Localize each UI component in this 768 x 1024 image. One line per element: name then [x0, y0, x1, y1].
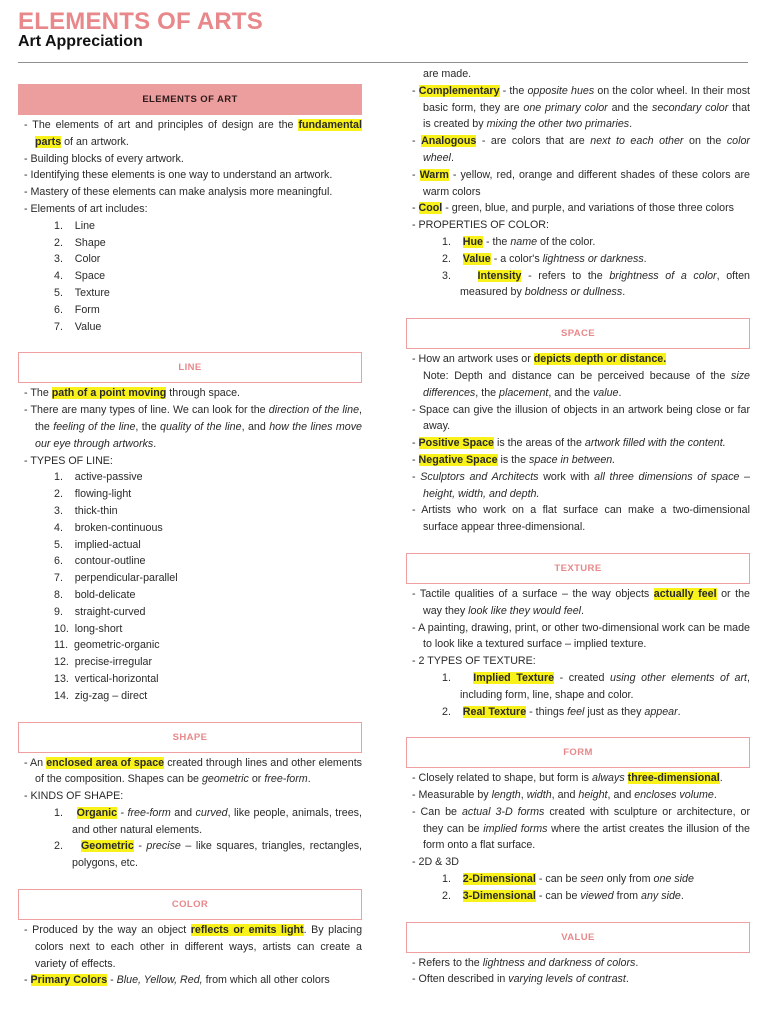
bullet: - Mastery of these elements can make analysis more meaningful.: [24, 186, 333, 199]
bullet: - There are many types of line. We can look for the direction of the line, the feeling of the line, the quality of the line, and how the lines move our eye through artworks.: [24, 404, 363, 450]
texture-types-list: [406, 670, 750, 720]
list-item: 14. zig-zag – direct: [54, 689, 148, 702]
list-item: 2. Geometric - precise – like squares, triangles, rectangles, polygons, etc.: [54, 840, 363, 870]
bullet: - Primary Colors - Blue, Yellow, Red, from which all other colors: [24, 974, 330, 987]
list-item: 3. thick-thin: [54, 504, 118, 517]
bullet: - The elements of art and principles of design are the fundamental parts of an artwork.: [24, 119, 362, 148]
bullet: - Measurable by length, width, and height, and encloses volume.: [412, 789, 717, 802]
section-heading-space: SPACE: [406, 318, 750, 349]
list-item: 4. Space: [54, 270, 106, 283]
bullet: - KINDS OF SHAPE:: [24, 790, 124, 803]
bullet: - Often described in varying levels of contrast.: [412, 973, 629, 986]
bullet: - 2 TYPES OF TEXTURE:: [412, 655, 536, 668]
list-item: 4. broken-continuous: [54, 521, 163, 534]
list-item: 2. 3-Dimensional - can be viewed from any side.: [442, 889, 684, 902]
bullet: - Closely related to shape, but form is always three-dimensional.: [412, 772, 723, 785]
document-subtitle: Art Appreciation: [18, 33, 143, 50]
list-item: 1. 2-Dimensional - can be seen only from one side: [442, 873, 694, 886]
list-item: 2. Shape: [54, 236, 106, 249]
bullet: - Can be actual 3-D forms created with sculpture or architecture, or they can be implied forms where the artist creates the illusion of the form onto a flat surface.: [412, 805, 751, 852]
section-heading-form: FORM: [406, 737, 750, 768]
section-heading-shape: SHAPE: [18, 722, 362, 753]
bullet: - Produced by the way an object reflects or emits light. By placing colors next to each other in different ways, artists can create a variety of effects.: [24, 924, 363, 970]
list-item: 1. Implied Texture - created using other elements of art, including form, line, shape and color.: [442, 671, 750, 701]
bullet: - Artists who work on a flat surface can make a two-dimensional surface appear three-dimensional.: [412, 504, 750, 534]
list-item: 3. Intensity - refers to the brightness of a color, often measured by boldness or dullness.: [442, 269, 750, 299]
section-heading-texture: TEXTURE: [406, 553, 750, 584]
list-item: 2. Real Texture - things feel just as they appear.: [442, 705, 681, 718]
list-item: 11. geometric-organic: [54, 639, 160, 652]
list-item: 12. precise-irregular: [54, 656, 153, 669]
right-column: [406, 66, 750, 988]
list-item: 5. implied-actual: [54, 538, 141, 551]
bullet: - The path of a point moving through space.: [24, 387, 241, 400]
list-item: 2. flowing-light: [54, 488, 132, 501]
list-item: 5. Texture: [54, 286, 110, 299]
list-item: 6. Form: [54, 303, 100, 316]
list-item: 6. contour-outline: [54, 555, 146, 568]
list-item: 13. vertical-horizontal: [54, 672, 159, 685]
bullet: - Positive Space is the areas of the artwork filled with the content.: [412, 437, 726, 450]
list-item: 3. Color: [54, 253, 101, 266]
bullet: - Elements of art includes:: [24, 202, 148, 215]
shape-kinds-list: [18, 805, 362, 872]
list-item: 1. active-passive: [54, 471, 143, 484]
bullet: - Analogous - are colors that are next to each other on the color wheel.: [412, 135, 750, 164]
list-item: 1. Organic - free-form and curved, like people, animals, trees, and other natural elements.: [54, 806, 362, 836]
bullet: - TYPES OF LINE:: [24, 454, 113, 467]
bullet: - A painting, drawing, print, or other two-dimensional work can be made to look like a textured surface – implied texture.: [412, 621, 750, 651]
bullet: - Negative Space is the space in between.: [412, 453, 616, 466]
bullet: - Warm - yellow, red, orange and different shades of these colors are warm colors: [412, 168, 751, 198]
bullet: - Tactile qualities of a surface – the way objects actually feel or the way they look like they would feel.: [412, 587, 750, 617]
bullet: - Sculptors and Architects work with all three dimensions of space – height, width, and depth.: [412, 470, 751, 500]
bullet: - An enclosed area of space created through lines and other elements of the composition. Shapes can be geometric or free-form.: [24, 756, 363, 786]
section-heading-value: VALUE: [406, 922, 750, 953]
section-heading-line: LINE: [18, 352, 362, 383]
list-item: 7. perpendicular-parallel: [54, 572, 178, 585]
bullet: - Identifying these elements is one way to understand an artwork.: [24, 169, 333, 182]
elements-list: [18, 218, 362, 336]
document-title: ELEMENTS OF ARTS: [18, 8, 263, 35]
bullet: - 2D & 3D: [412, 856, 459, 869]
list-item: 2. Value - a color's lightness or darkness.: [442, 252, 647, 265]
bullet: - Building blocks of every artwork.: [24, 152, 184, 165]
list-item: 1. Hue - the name of the color.: [442, 235, 596, 248]
list-item: 1. Line: [54, 219, 96, 232]
bullet: - Cool - green, blue, and purple, and variations of those three colors: [412, 202, 734, 215]
bullet: - Space can give the illusion of objects in an artwork being close or far away.: [412, 403, 751, 433]
section-heading-elements-of-art: ELEMENTS OF ART: [18, 84, 362, 115]
list-item: 10. long-short: [54, 622, 123, 635]
header-divider: [18, 62, 748, 63]
bullet: - How an artwork uses or depicts depth or distance.: [412, 353, 667, 366]
line-types-list: [18, 469, 362, 704]
continued-text: are made.: [423, 68, 472, 80]
left-column: [18, 66, 362, 989]
section-heading-color: COLOR: [18, 889, 362, 920]
color-properties-list: [406, 234, 750, 301]
note: Note: Depth and distance can be perceived because of the size differences, the placement, and the value.: [423, 369, 750, 399]
bullet: - PROPERTIES OF COLOR:: [412, 219, 549, 232]
list-item: 9. straight-curved: [54, 605, 146, 618]
list-item: 8. bold-delicate: [54, 588, 136, 601]
bullet: - Complementary - the opposite hues on the color wheel. In their most basic form, they are one primary color and the secondary color that is created by mixing the other two primaries.: [412, 84, 751, 131]
bullet: - Refers to the lightness and darkness of colors.: [412, 956, 639, 969]
list-item: 7. Value: [54, 320, 102, 333]
form-dimensions-list: [406, 871, 750, 905]
